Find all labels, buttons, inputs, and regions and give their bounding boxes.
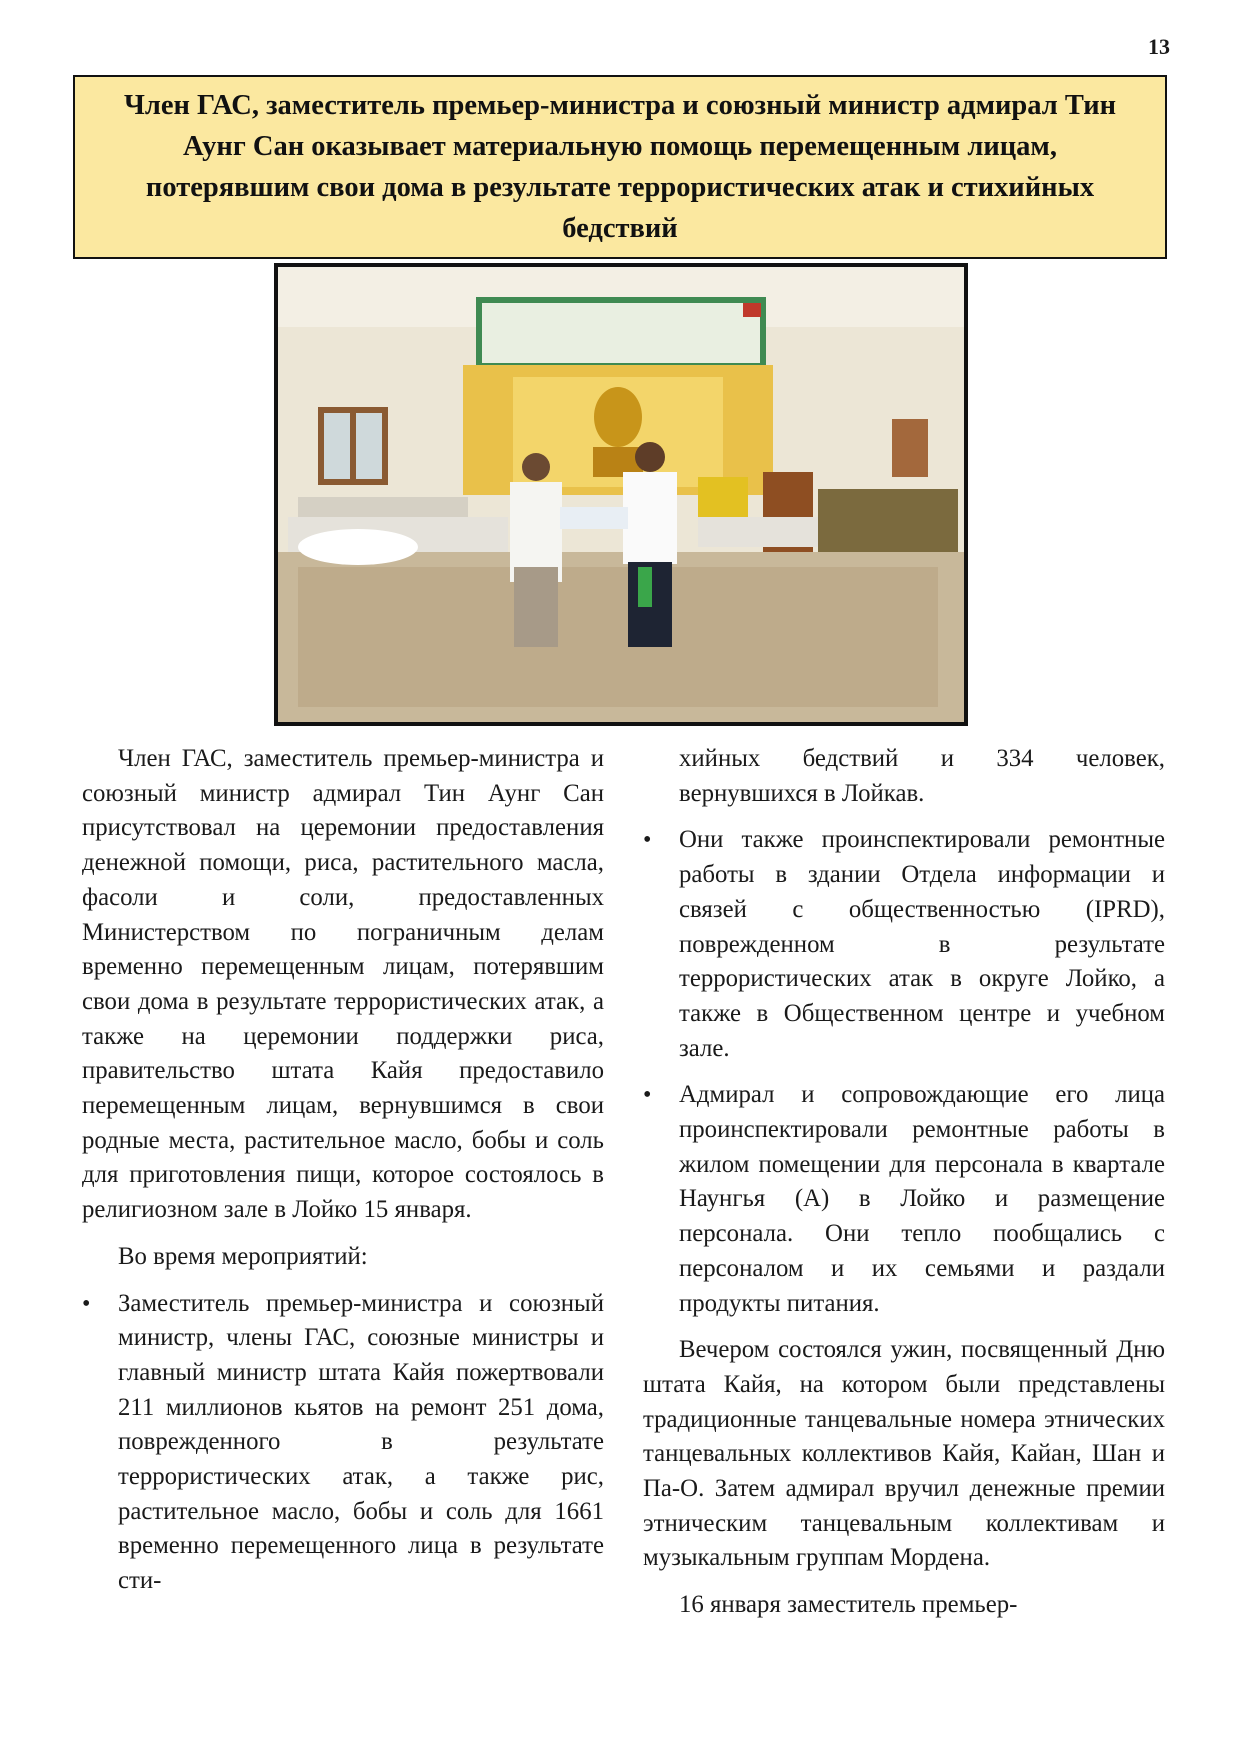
article-paragraph: 16 января заместитель премьер- — [679, 1591, 1018, 1619]
article-paragraph: Член ГАС, заместитель премьер-министра и союзный министр адмирал Тин Аунг Сан присутствовал на церемонии предоставления денежной помощи, риса, растительного масла, фасоли и соли, предоставленных Министерством по пограничным делам временно перемещенным лицам, потерявшим свои дома в результате террористических атак, а также на церемонии поддержки риса, правительство штата Кайя предоставило перемещенным лицам, вернувшимся в свои родные места, растительное масло, бобы и соль для приготовления пищи, которое состоялось в религиозном зале в Лойко 15 января. — [82, 745, 604, 1224]
headline: Член ГАС, заместитель премьер-министра и союзный министр адмирал Тин Аунг Сан оказывает материальную помощь перемещенным лицам, потерявшим свои дома в результате террористических атак и стихийных бедствий — [123, 90, 1117, 244]
bullet-list — [82, 1287, 604, 1599]
headline-box — [73, 75, 1167, 259]
bullet-item: • Заместитель премьер-министра и союзный министр, члены ГАС, союзные министры и главный министр штата Кайя пожертвовали 211 миллионов кьятов на ремонт 251 дома, поврежденного в результате террористических атак, а также рис, растительное масло, бобы и соль для 1661 временно перемещенного лица в результате сти- — [82, 1287, 604, 1599]
bullet-item: • Адмирал и сопровождающие его лица проинспектировали ремонтные работы в жилом помещении для персонала в квартале Наунгья (А) в Лойко и размещение персонала. Они тепло пообщались с персоналом и их семьями и раздали продукты питания. — [643, 1078, 1165, 1321]
page-number: 13 — [1148, 34, 1170, 59]
article-column-left — [82, 742, 604, 1599]
article-column-right — [643, 742, 1165, 1623]
article-paragraph: Во время мероприятий: — [118, 1242, 368, 1270]
article-paragraph-continued: хийных бедствий и 334 человек, вернувшихся в Лойкав. — [679, 745, 1165, 807]
bullet-list — [643, 823, 1165, 1321]
ceremony-photo-illustration — [278, 267, 964, 722]
bullet-item: • Они также проинспектировали ремонтные работы в здании Отдела информации и связей с общественностью (IPRD), поврежденном в результате террористических атак в округе Лойко, а также в Общественном центре и учебном зале. — [643, 823, 1165, 1066]
article-paragraph: Вечером состоялся ужин, посвященный Дню штата Кайя, на котором были представлены традиционные танцевальные номера этнических танцевальных коллективов Кайя, Кайан, Шан и Па-О. Затем адмирал вручил денежные премии этническим танцевальным коллективам и музыкальным группам Мордена. — [643, 1336, 1165, 1572]
ceremony-photo — [274, 263, 968, 726]
